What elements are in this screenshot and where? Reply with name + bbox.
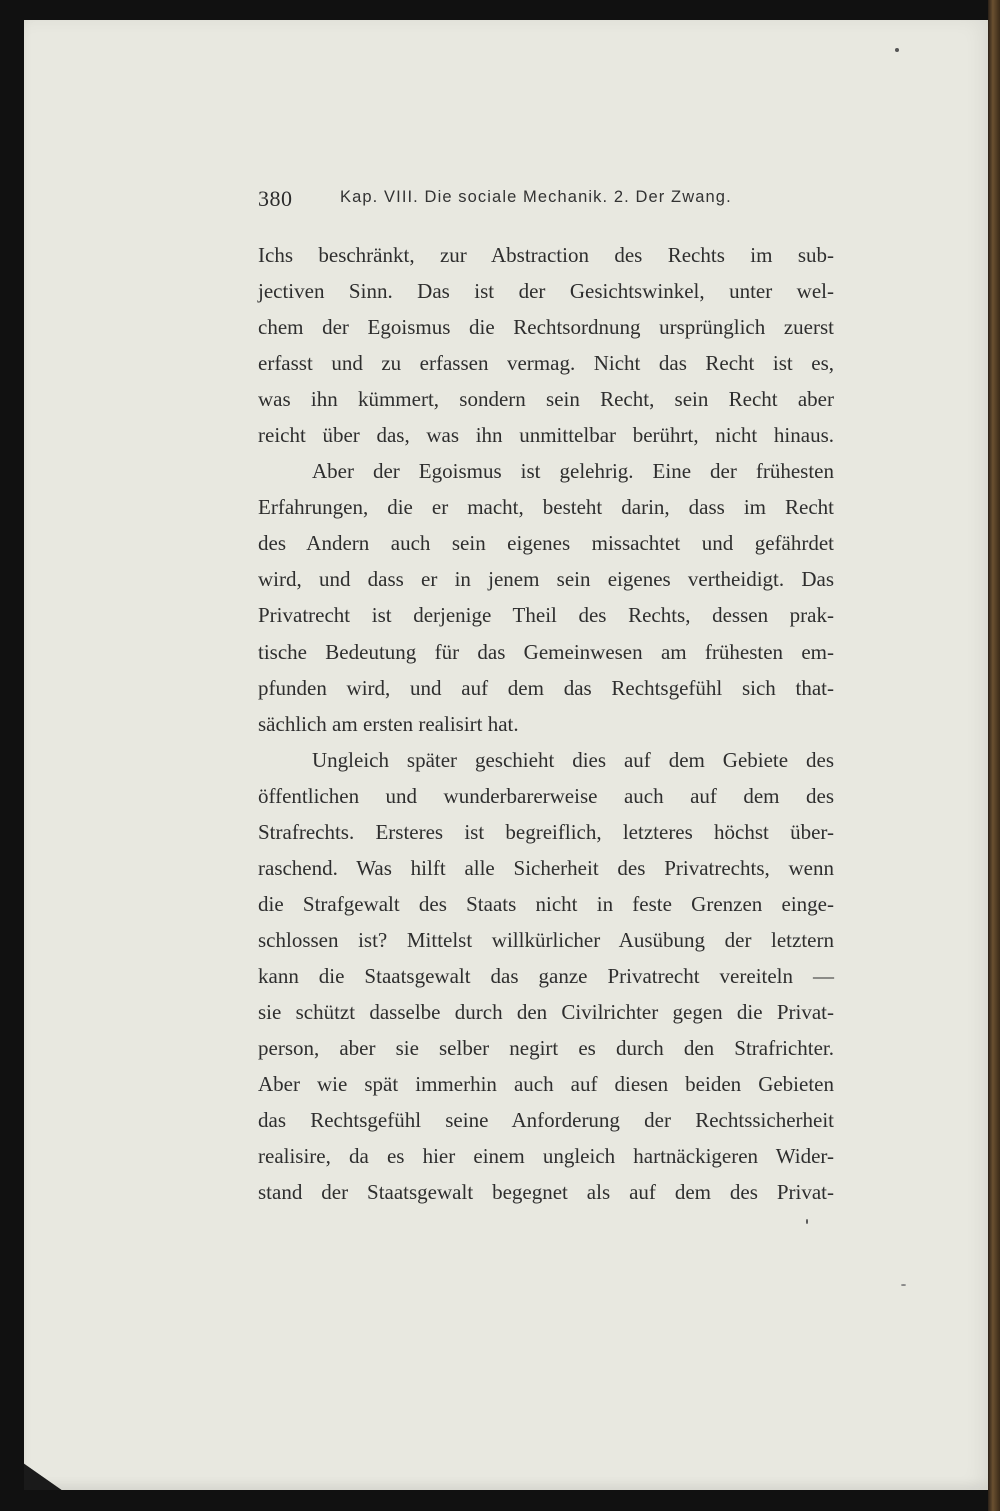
ink-speck bbox=[895, 48, 899, 52]
text-line: realisire, da es hier einem ungleich hartnäckigeren Wider- bbox=[258, 1144, 834, 1169]
text-line: was ihn kümmert, sondern sein Recht, sein Recht aber bbox=[258, 387, 834, 412]
text-line: Aber der Egoismus ist gelehrig. Eine der frühesten bbox=[312, 459, 834, 484]
text-line: jectiven Sinn. Das ist der Gesichtswinkel, unter wel- bbox=[258, 279, 834, 304]
text-line: öffentlichen und wunderbarerweise auch auf dem des bbox=[258, 783, 834, 808]
ink-speck bbox=[806, 1219, 808, 1224]
text-line: das Rechtsgefühl seine Anforderung der Rechtssicherheit bbox=[258, 1108, 834, 1133]
book-edge bbox=[988, 0, 1000, 1511]
ink-speck bbox=[901, 1284, 906, 1286]
text-line: kann die Staatsgewalt das ganze Privatrecht vereiteln — bbox=[258, 963, 834, 988]
paragraph-1 bbox=[258, 237, 834, 453]
page-number: 380 bbox=[258, 186, 293, 211]
text-line: stand der Staatsgewalt begegnet als auf dem des Privat- bbox=[258, 1180, 834, 1205]
body-text bbox=[258, 237, 834, 1210]
text-line: tische Bedeutung für das Gemeinwesen am frühesten em- bbox=[258, 639, 834, 664]
text-line: sie schützt dasselbe durch den Civilrichter gegen die Privat- bbox=[258, 999, 834, 1024]
text-line: person, aber sie selber negirt es durch den Strafrichter. bbox=[258, 1036, 834, 1061]
text-line: Aber wie spät immerhin auch auf diesen beiden Gebieten bbox=[258, 1072, 834, 1097]
text-line: Privatrecht ist derjenige Theil des Rechts, dessen prak- bbox=[258, 603, 834, 628]
text-line: raschend. Was hilft alle Sicherheit des Privatrechts, wenn bbox=[258, 855, 834, 880]
text-line: reicht über das, was ihn unmittelbar berührt, nicht hinaus. bbox=[258, 423, 834, 448]
text-line: Strafrechts. Ersteres ist begreiflich, letzteres höchst über- bbox=[258, 819, 834, 844]
text-line: Ichs beschränkt, zur Abstraction des Rechts im sub- bbox=[258, 243, 834, 267]
text-line: schlossen ist? Mittelst willkürlicher Ausübung der letztern bbox=[258, 927, 834, 952]
text-line: sächlich am ersten realisirt hat. bbox=[258, 711, 519, 736]
text-line: Ungleich später geschieht dies auf dem Gebiete des bbox=[312, 747, 834, 772]
text-line: erfasst und zu erfassen vermag. Nicht das Recht ist es, bbox=[258, 351, 834, 376]
paragraph-2 bbox=[258, 453, 834, 741]
text-line: des Andern auch sein eigenes missachtet und gefährdet bbox=[258, 531, 834, 556]
text-line: chem der Egoismus die Rechtsordnung ursprünglich zuerst bbox=[258, 315, 834, 340]
paragraph-3 bbox=[258, 742, 834, 1211]
text-line: Erfahrungen, die er macht, besteht darin, dass im Recht bbox=[258, 495, 834, 520]
chapter-title: Kap. VIII. Die sociale Mechanik. 2. Der Zwang. bbox=[340, 188, 732, 206]
running-head bbox=[258, 186, 758, 216]
page-corner bbox=[24, 1460, 64, 1490]
text-line: die Strafgewalt des Staats nicht in feste Grenzen einge- bbox=[258, 891, 834, 916]
text-line: wird, und dass er in jenem sein eigenes vertheidigt. Das bbox=[258, 567, 834, 592]
text-line: pfunden wird, und auf dem das Rechtsgefühl sich that- bbox=[258, 675, 834, 700]
